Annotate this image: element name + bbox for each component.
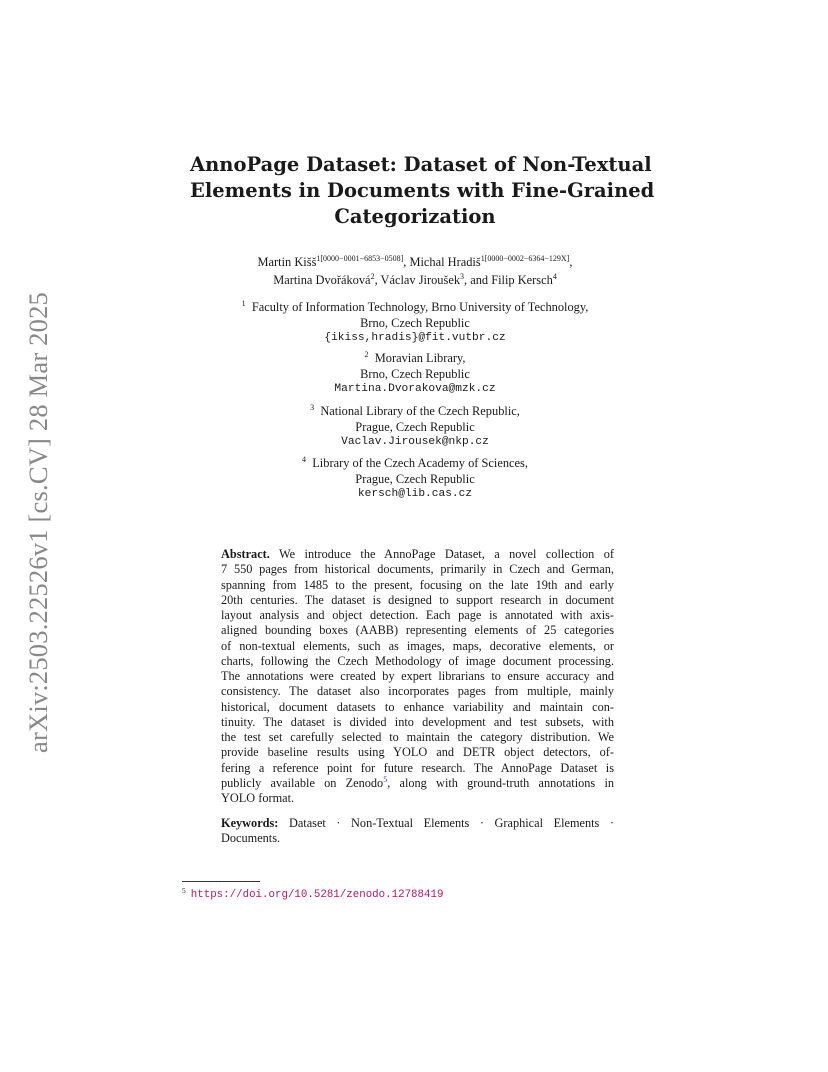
abstract-line: the test set carefully selected to maintain the category distribution. We: [221, 730, 614, 744]
affiliation-line: Brno, Czech Republic: [360, 366, 470, 381]
abstract-line: The annotations were created by expert librarians to ensure accuracy and: [221, 669, 614, 683]
footnote: [182, 886, 443, 901]
paper-title: [190, 152, 655, 230]
author-name: Martina Dvořáková: [273, 273, 371, 287]
keywords-line: [221, 816, 614, 831]
title-line: AnnoPage Dataset: Dataset of Non-Textual: [190, 153, 652, 176]
affiliation-line: Brno, Czech Republic: [360, 315, 470, 330]
affiliation-line: [200, 351, 630, 367]
affiliation-text: National Library of the Czech Republic,: [320, 404, 520, 418]
affiliation-line: [200, 300, 630, 316]
affiliation-2: [200, 351, 630, 398]
affiliation-4: [200, 456, 630, 503]
arxiv-side-stamp: [18, 285, 58, 760]
author-affil-mark: 4: [552, 272, 557, 281]
keywords-label: Keywords:: [221, 816, 279, 830]
abstract-line: tinuity. The dataset is divided into development and test subsets, with: [221, 714, 614, 729]
abstract-text: , along with ground-truth annotations in: [387, 775, 615, 790]
affiliation-text: Moravian Library,: [374, 351, 466, 365]
footnote-ref-link[interactable]: 5: [383, 774, 388, 784]
author-affil-mark: 3: [460, 272, 465, 281]
abstract-line: fering a reference point for future research. The AnnoPage Dataset is: [221, 760, 614, 775]
abstract-line: YOLO format.: [221, 791, 295, 805]
affiliation-number: 3: [310, 403, 315, 412]
author-separator: ,: [569, 255, 573, 269]
abstract-line: aligned bounding boxes (AABB) representing elements of 25 categories: [221, 623, 614, 638]
affiliation-1: [200, 300, 630, 347]
author-affil-mark: 2: [370, 272, 375, 281]
author-orcid: 1[0000−0002−6364−129X]: [480, 254, 570, 263]
affiliation-number: 1: [241, 299, 246, 308]
footnote-divider: [182, 881, 260, 882]
affiliation-number: 2: [364, 350, 369, 359]
footnote-number: 5: [182, 886, 186, 895]
affiliation-line: [200, 456, 630, 472]
keywords: [221, 816, 614, 847]
affiliation-3: [200, 404, 630, 451]
author-name: Martin Kišš: [257, 255, 317, 269]
abstract-line: consistency. The dataset also incorporates pages from multiple, mainly: [221, 684, 614, 699]
abstract: [221, 547, 614, 806]
affiliation-line: Prague, Czech Republic: [355, 471, 475, 486]
abstract-text: publicly available on Zenodo: [221, 775, 384, 790]
abstract-line: [221, 547, 614, 562]
author-line: [180, 271, 650, 289]
author-name: , and Filip Kersch: [464, 273, 553, 287]
abstract-line: of non-textual elements, such as images, maps, decorative elements, or: [221, 638, 614, 653]
abstract-line: provide baseline results using YOLO and DETR object detectors, of-: [221, 745, 614, 760]
abstract-line: layout analysis and object detection. Each page is annotated with axis-: [221, 608, 614, 622]
arxiv-identifier: arXiv:2503.22526v1 [cs.CV] 28 Mar 2025: [22, 292, 53, 753]
title-line: Categorization: [334, 205, 496, 228]
affiliation-email[interactable]: Martina.Dvorakova@mzk.cz: [334, 383, 496, 395]
abstract-line: historical, document datasets to enhance variability and maintain con-: [221, 699, 614, 714]
affiliation-text: Faculty of Information Technology, Brno University of Technology,: [251, 300, 589, 314]
keywords-line: Documents.: [221, 831, 281, 846]
author-name: , Václav Jiroušek: [374, 273, 461, 287]
author-orcid: 1[0000−0001−6853−0508]: [316, 254, 404, 263]
affiliation-line: [200, 404, 630, 420]
affiliation-email[interactable]: {ikiss,hradis}@fit.vutbr.cz: [324, 332, 506, 344]
affiliation-text: Library of the Czech Academy of Sciences,: [312, 456, 528, 470]
author-list: [180, 253, 650, 289]
author-name: , Michal Hradiš: [403, 255, 481, 269]
abstract-line: [221, 776, 614, 791]
abstract-line: charts, following the Czech Methodology of image document processing.: [221, 653, 614, 668]
affiliation-number: 4: [302, 455, 307, 464]
footnote-url-link[interactable]: https://doi.org/10.5281/zenodo.12788419: [190, 889, 444, 901]
affiliation-line: Prague, Czech Republic: [355, 419, 475, 434]
abstract-text: We introduce the AnnoPage Dataset, a novel collection of: [269, 547, 614, 561]
abstract-label: Abstract.: [221, 547, 270, 561]
author-line: [180, 253, 650, 271]
abstract-line: 20th centuries. The dataset is designed to support research in document: [221, 592, 614, 607]
abstract-line: 7 550 pages from historical documents, primarily in Czech and German,: [221, 562, 614, 577]
affiliation-email[interactable]: Vaclav.Jirousek@nkp.cz: [341, 436, 489, 448]
affiliation-email[interactable]: kersch@lib.cas.cz: [357, 488, 473, 500]
keywords-text: Dataset · Non-Textual Elements · Graphical Elements ·: [278, 816, 614, 830]
abstract-line: spanning from 1485 to the present, focusing on the late 19th and early: [221, 577, 614, 592]
title-line: Elements in Documents with Fine-Grained: [190, 179, 655, 202]
